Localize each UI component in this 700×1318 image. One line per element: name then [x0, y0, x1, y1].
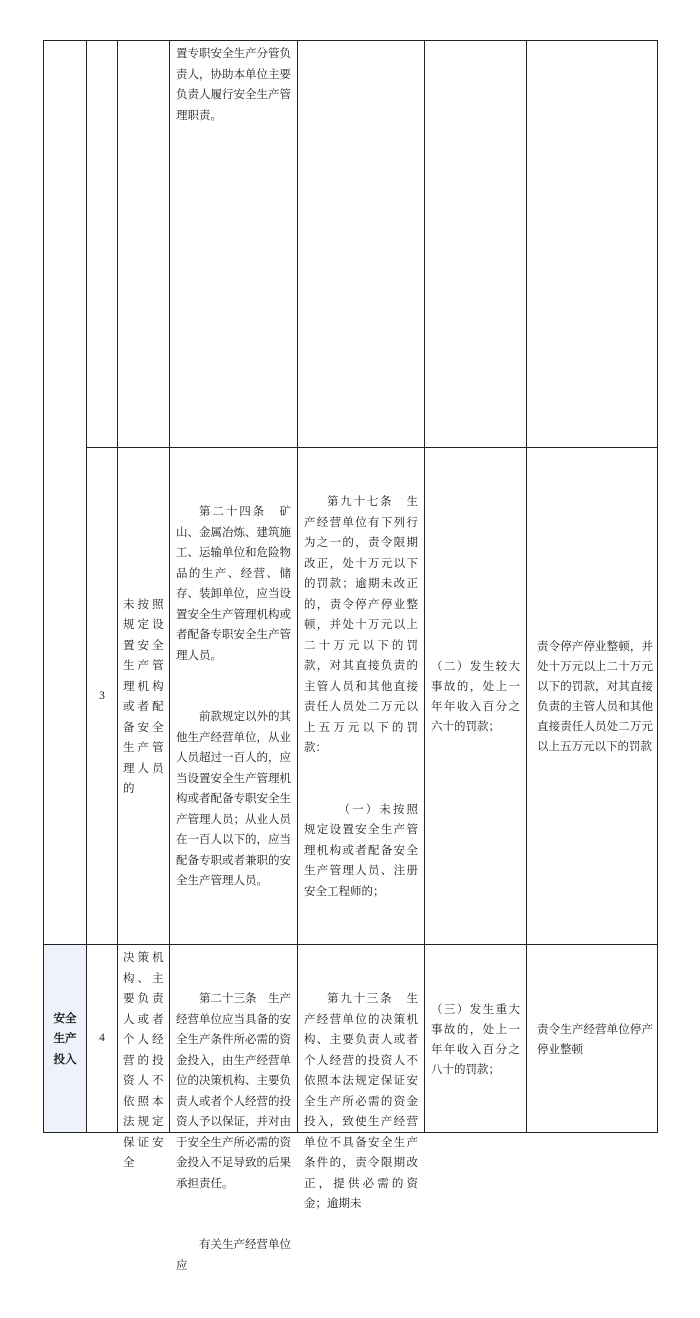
table-row: [44, 41, 658, 448]
accident-text: （二）发生较大事故的，处上一年年收入百分之六十的罚款；: [431, 659, 520, 733]
law-paragraph: 第二十四条 矿山、金属冶炼、建筑施工、运输单位和危险物品的生产、经营、储存、装卸单位，应当设置安全生产管理机构或者配备专职安全生产管理人员。: [176, 504, 291, 662]
law-paragraph: 第二十三条 生产经营单位应当具备的安全生产条件所必需的资金投入，由生产经营单位的决策机构、主要负责人或者个人经营的投资人予以保证，并对由于安全生产所必需的资金投入不足导致的后果承担责任。: [176, 991, 291, 1190]
item-number: 3: [87, 448, 118, 945]
item-description: 未按照规定设置安全生产管理机构或者配备安全生产管理人员的: [123, 596, 164, 795]
penalty-paragraph: （一）未按照规定设置安全生产管理机构或者配备安全生产管理人员、注册安全工程师的；: [304, 801, 418, 898]
accident-cell: [425, 448, 527, 945]
penalty-text: [298, 945, 424, 1257]
law-cell: [170, 448, 298, 945]
responsibility-cell: [527, 448, 658, 945]
item-cell: [118, 945, 170, 1169]
responsibility-text: 责令停产停业整顿，并处十万元以上二十万元以下的罚款，对其直接负责的主管人员和其他直接责任人员处二万元以上五万元以下的罚款: [537, 639, 653, 753]
law-text: 置专职安全生产分管负责人，协助本单位主要负责人履行安全生产管理职责。: [176, 46, 291, 122]
penalty-paragraph: 第九十七条 生产经营单位有下列行为之一的，责令限期改正，处十万元以下的罚款；逾期未改正的，责令停产停业整顿，并处十万元以上二十万元以下的罚款，对其直接负责的主管人员和其他直接责任人员处二万元以上五万元以下的罚款：: [304, 494, 418, 754]
responsibility-text: 责令生产经营单位停产停业整顿: [537, 1021, 653, 1056]
law-cell: [170, 945, 298, 1272]
item-description: 决策机构、主要负责人或者个人经营的投资人不依照本法规定保证安全: [123, 950, 164, 1169]
law-cell: [170, 41, 298, 448]
category-line: 投入: [53, 1051, 77, 1066]
table-row: [44, 945, 658, 1133]
accident-cell: [425, 945, 527, 1133]
category-label: [44, 945, 87, 1133]
penalty-cell: [298, 448, 425, 945]
number-cell: [87, 41, 118, 448]
category-line: 安全: [53, 1010, 77, 1025]
category-cell: [44, 41, 87, 945]
penalty-cell: [298, 41, 425, 448]
penalty-table: [43, 40, 658, 1272]
law-text: [170, 945, 297, 1318]
item-cell: [118, 448, 170, 945]
penalty-text: [298, 448, 424, 944]
responsibility-cell: [527, 945, 658, 1133]
table-row: [44, 448, 658, 945]
accident-text: （三）发生重大事故的，处上一年年收入百分之八十的罚款；: [431, 1001, 520, 1076]
penalty-cell: [298, 945, 425, 1210]
penalty-paragraph: 第九十三条 生产经营单位的决策机构、主要负责人或者个人经营的投资人不依照本法规定保证安全生产所必需的资金投入，致使生产经营单位不具备安全生产条件的，责令限期改正，提供必需的资金；逾期未: [304, 991, 418, 1210]
law-paragraph: 有关生产经营单位应: [176, 1237, 291, 1272]
accident-cell: [425, 41, 527, 448]
category-line: 生产: [53, 1031, 77, 1046]
item-number: 4: [87, 945, 118, 1133]
law-text: [170, 458, 297, 934]
law-paragraph: 前款规定以外的其他生产经营单位，从业人员超过一百人的，应当设置安全生产管理机构或者配备专职安全生产管理人员；从业人员在一百人以下的，应当配备专职或者兼职的安全生产管理人员。: [176, 709, 291, 888]
item-cell: [118, 41, 170, 448]
responsibility-cell: [527, 41, 658, 448]
